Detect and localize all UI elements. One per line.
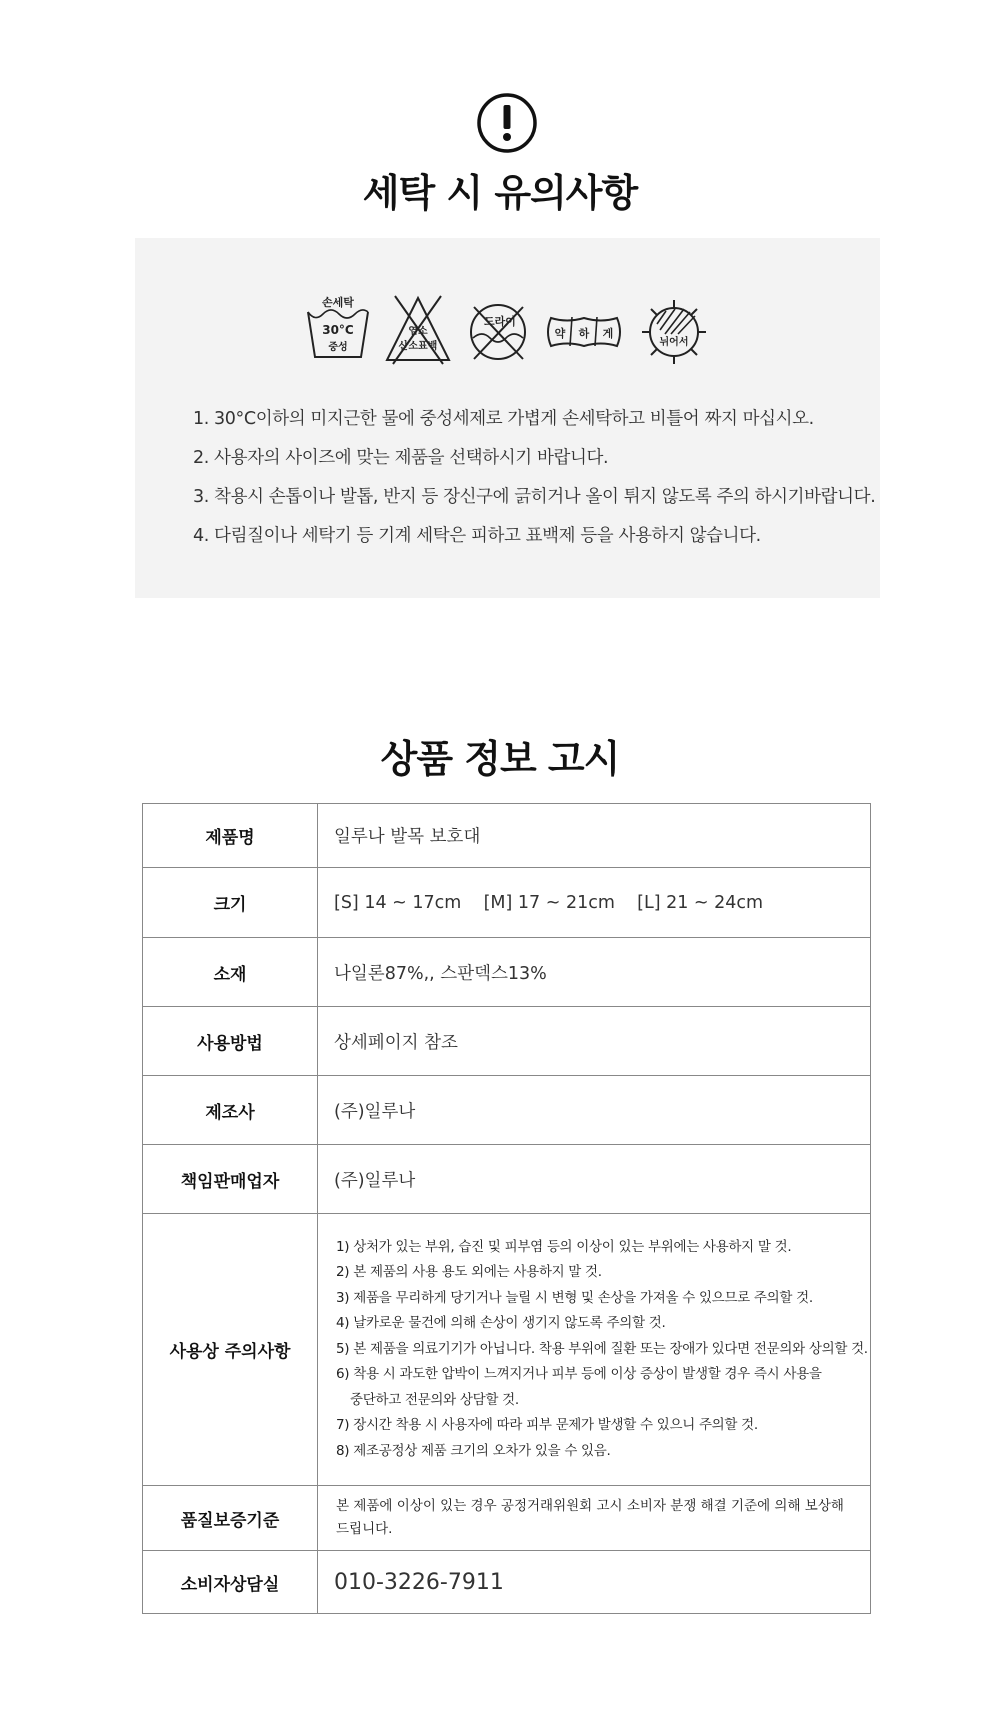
contact-phone: 010-3226-7911: [318, 1551, 871, 1614]
table-row: [143, 1007, 871, 1076]
caution-item: 중단하고 전문의와 상담할 것.: [350, 1391, 519, 1408]
bleach-line2: 산소표백: [398, 341, 438, 352]
caution-cell: [318, 1214, 871, 1486]
care-note: 1. 30°C이하의 미지근한 물에 중성세제로 가볍게 손세탁하고 비틀어 짜지 마십시오.: [193, 409, 814, 429]
row-label: 품질보증기준: [143, 1486, 318, 1551]
table-row: [143, 1145, 871, 1214]
row-value: (주)일루나: [318, 1076, 871, 1145]
row-value: 상세페이지 참조: [318, 1007, 871, 1076]
row-value: 나일론87%,, 스판덱스13%: [318, 938, 871, 1007]
table-row: [143, 1551, 871, 1614]
gentle-wash-icon: [545, 294, 623, 366]
table-row: [143, 1486, 871, 1551]
row-label: 책임판매업자: [143, 1145, 318, 1214]
weak-c3: 게: [602, 327, 614, 340]
row-label: 크기: [143, 868, 318, 938]
weak-c1: 약: [554, 327, 566, 340]
row-label: 제조사: [143, 1076, 318, 1145]
row-label: 사용방법: [143, 1007, 318, 1076]
table-row: [143, 868, 871, 938]
info-title: 상품 정보 고시: [380, 737, 620, 781]
warranty-cell: [318, 1486, 871, 1551]
row-label: 소비자상담실: [143, 1551, 318, 1614]
row-value: (주)일루나: [318, 1145, 871, 1214]
no-bleach-icon: [385, 294, 451, 366]
row-label: 소재: [143, 938, 318, 1007]
table-row: [143, 1076, 871, 1145]
exclamation-icon: [476, 92, 538, 154]
hand-wash-icon: [305, 294, 371, 366]
caution-item: 3) 제품을 무리하게 당기거나 늘릴 시 변형 및 손상을 가져올 수 있으므로 주의할 것.: [336, 1289, 813, 1306]
caution-item: 6) 착용 시 과도한 압박이 느껴지거나 피부 등에 이상 증상이 발생할 경우 즉시 사용을: [336, 1366, 822, 1383]
flat-label: 뉘어서: [659, 337, 689, 348]
row-label: 사용상 주의사항: [143, 1214, 318, 1486]
table-row: [143, 804, 871, 868]
care-title: 세탁 시 유의사항: [362, 171, 638, 215]
handwash-temp: 30°C: [322, 323, 354, 337]
handwash-line2: 중성: [328, 342, 348, 353]
row-label: 제품명: [143, 804, 318, 868]
caution-list: [336, 1235, 869, 1465]
table-row: [143, 1214, 871, 1486]
dry-label: 드라이: [484, 315, 516, 328]
dry-flat-icon: [641, 294, 707, 366]
weak-c2: 하: [578, 327, 590, 340]
handwash-line1: 손세탁: [322, 296, 354, 309]
caution-item: 1) 상처가 있는 부위, 습진 및 피부염 등의 이상이 있는 부위에는 사용하지 말 것.: [336, 1238, 792, 1255]
caution-item: 8) 제조공정상 제품 크기의 오차가 있을 수 있음.: [336, 1442, 611, 1459]
row-value: 일루나 발목 보호대: [318, 804, 871, 868]
caution-item: 5) 본 제품을 의료기기가 아닙니다. 착용 부위에 질환 또는 장애가 있다면 전문의와 상의할 것.: [336, 1340, 868, 1357]
product-info-table: [142, 803, 871, 1614]
care-symbols: [135, 294, 880, 370]
care-note: 4. 다림질이나 세탁기 등 기계 세탁은 피하고 표백제 등을 사용하지 않습니다.: [193, 526, 761, 546]
caution-item: 2) 본 제품의 사용 용도 외에는 사용하지 말 것.: [336, 1264, 602, 1281]
warranty-text: 본 제품에 이상이 있는 경우 공정거래위원회 고시 소비자 분쟁 해결 기준에 의해 보상해 드립니다.: [336, 1498, 844, 1537]
care-section: [135, 238, 880, 598]
table-row: [143, 938, 871, 1007]
care-notes: [193, 408, 875, 564]
caution-item: 4) 날카로운 물건에 의해 손상이 생기지 않도록 주의할 것.: [336, 1315, 666, 1332]
care-note: 2. 사용자의 사이즈에 맞는 제품을 선택하시기 바랍니다.: [193, 448, 609, 468]
row-value: [S] 14 ~ 17cm [M] 17 ~ 21cm [L] 21 ~ 24cm: [318, 868, 871, 938]
care-note: 3. 착용시 손톱이나 발톱, 반지 등 장신구에 긁히거나 올이 튀지 않도록 주의 하시기바랍니다.: [193, 487, 876, 507]
bleach-line1: 염소: [408, 326, 428, 337]
caution-item: 7) 장시간 착용 시 사용자에 따라 피부 문제가 발생할 수 있으니 주의할 것.: [336, 1417, 758, 1434]
no-dry-clean-icon: [465, 294, 531, 366]
